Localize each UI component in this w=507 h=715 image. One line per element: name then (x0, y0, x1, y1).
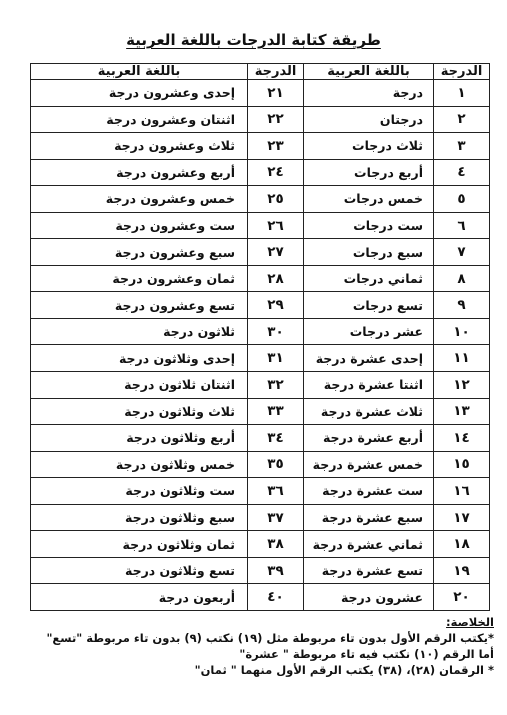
table-row (31, 531, 490, 558)
grade-words-cell: أربعون درجة (31, 584, 248, 611)
grade-words-cell: ست وعشرون درجة (31, 212, 248, 239)
grade-words-cell: عشرون درجة (304, 584, 434, 611)
table-row (31, 159, 490, 186)
summary-line: * الرقمان (٢٨)، (٣٨) يكتب الرقم الأول منهما " ثمان" (194, 663, 494, 677)
grade-words-cell: أربع وثلاثون درجة (31, 425, 248, 452)
grade-number-cell: ٣٠ (248, 318, 304, 345)
table-row (31, 557, 490, 584)
grade-words-cell: إحدى وثلاثون درجة (31, 345, 248, 372)
grade-words-cell: ست درجات (304, 212, 434, 239)
grade-words-cell: ثماني عشرة درجة (304, 531, 434, 558)
grade-words-cell: ثماني درجات (304, 265, 434, 292)
grade-number-cell: ٤٠ (248, 584, 304, 611)
grade-number-cell: ١٢ (434, 372, 490, 399)
grade-words-cell: ثمان وثلاثون درجة (31, 531, 248, 558)
grade-words-cell: أربع وعشرون درجة (31, 159, 248, 186)
grade-words-cell: تسع عشرة درجة (304, 557, 434, 584)
grade-words-cell: تسع وثلاثون درجة (31, 557, 248, 584)
grade-words-cell: اثنتان وعشرون درجة (31, 106, 248, 133)
grade-words-cell: خمس وعشرون درجة (31, 186, 248, 213)
grade-words-cell: سبع وثلاثون درجة (31, 504, 248, 531)
grade-words-cell: اثنتا عشرة درجة (304, 372, 434, 399)
grade-words-cell: إحدى عشرة درجة (304, 345, 434, 372)
grade-number-cell: ٣ (434, 133, 490, 160)
grade-number-cell: ٥ (434, 186, 490, 213)
grade-words-cell: إحدى وعشرون درجة (31, 80, 248, 107)
grade-number-cell: ١٧ (434, 504, 490, 531)
table-row (31, 186, 490, 213)
table-row (31, 133, 490, 160)
table-row (31, 239, 490, 266)
grade-number-cell: ١٦ (434, 478, 490, 505)
grade-number-cell: ٣٣ (248, 398, 304, 425)
grade-words-cell: أربع عشرة درجة (304, 425, 434, 452)
grade-number-cell: ٣٤ (248, 425, 304, 452)
grade-number-cell: ٣١ (248, 345, 304, 372)
grade-number-cell: ٢٥ (248, 186, 304, 213)
grade-number-cell: ٢٩ (248, 292, 304, 319)
table-row (31, 478, 490, 505)
grade-words-cell: سبع وعشرون درجة (31, 239, 248, 266)
table-row (31, 80, 490, 107)
grade-number-cell: ٢٣ (248, 133, 304, 160)
grade-number-cell: ٩ (434, 292, 490, 319)
grade-number-cell: ٣٥ (248, 451, 304, 478)
grade-number-cell: ١٣ (434, 398, 490, 425)
summary-line: *يكتب الرقم الأول بدون تاء مربوطة مثل (١٩) نكتب (٩) بدون تاء مربوطة "تسع" (46, 631, 494, 645)
grade-number-cell: ٣٦ (248, 478, 304, 505)
table-row (31, 212, 490, 239)
table-row (31, 398, 490, 425)
grade-number-cell: ٣٩ (248, 557, 304, 584)
summary-line: أما الرقم (١٠) نكتب فيه تاء مربوطة " عشرة" (239, 647, 494, 661)
summary-heading: الخلاصة: (446, 615, 494, 629)
grade-words-cell: ست وثلاثون درجة (31, 478, 248, 505)
grade-number-cell: ١٩ (434, 557, 490, 584)
grade-number-cell: ١١ (434, 345, 490, 372)
header-arabic-1: باللغة العربية (304, 64, 434, 80)
grade-words-cell: ثمان وعشرون درجة (31, 265, 248, 292)
grade-number-cell: ٢١ (248, 80, 304, 107)
grade-number-cell: ٢٠ (434, 584, 490, 611)
table-row (31, 345, 490, 372)
grade-number-cell: ٢٧ (248, 239, 304, 266)
grade-words-cell: خمس عشرة درجة (304, 451, 434, 478)
grade-words-cell: عشر درجات (304, 318, 434, 345)
grade-words-cell: ثلاث عشرة درجة (304, 398, 434, 425)
header-grade-2: الدرجة (248, 64, 304, 80)
grade-number-cell: ٦ (434, 212, 490, 239)
grade-number-cell: ٣٢ (248, 372, 304, 399)
grade-words-cell: سبع درجات (304, 239, 434, 266)
grade-number-cell: ٣٨ (248, 531, 304, 558)
grade-number-cell: ٧ (434, 239, 490, 266)
table-row (31, 504, 490, 531)
grade-words-cell: ثلاث درجات (304, 133, 434, 160)
grade-words-cell: ثلاثون درجة (31, 318, 248, 345)
grade-number-cell: ٣٧ (248, 504, 304, 531)
grade-number-cell: ١٤ (434, 425, 490, 452)
header-arabic-2: باللغة العربية (31, 64, 248, 80)
grade-number-cell: ٢٤ (248, 159, 304, 186)
grade-words-cell: ثلاث وعشرون درجة (31, 133, 248, 160)
grade-number-cell: ١٥ (434, 451, 490, 478)
table-row (31, 425, 490, 452)
summary (24, 614, 494, 678)
header-grade-1: الدرجة (434, 64, 490, 80)
table-header-row (31, 64, 490, 80)
grade-words-cell: ست عشرة درجة (304, 478, 434, 505)
page-title: طريقة كتابة الدرجات باللغة العربية (126, 31, 381, 49)
table-row (31, 265, 490, 292)
grade-number-cell: ٢٨ (248, 265, 304, 292)
grade-words-cell: أربع درجات (304, 159, 434, 186)
grade-number-cell: ٢ (434, 106, 490, 133)
table-row (31, 372, 490, 399)
table-row (31, 292, 490, 319)
grade-number-cell: ٢٢ (248, 106, 304, 133)
table-row (31, 584, 490, 611)
grade-number-cell: ١٠ (434, 318, 490, 345)
grade-words-cell: سبع عشرة درجة (304, 504, 434, 531)
grade-words-cell: درجتان (304, 106, 434, 133)
grades-table (30, 63, 490, 611)
grade-number-cell: ٤ (434, 159, 490, 186)
grade-number-cell: ٨ (434, 265, 490, 292)
grade-words-cell: خمس وثلاثون درجة (31, 451, 248, 478)
table-row (31, 318, 490, 345)
grade-words-cell: اثنتان ثلاثون درجة (31, 372, 248, 399)
grade-words-cell: تسع درجات (304, 292, 434, 319)
grade-words-cell: درجة (304, 80, 434, 107)
grade-number-cell: ١٨ (434, 531, 490, 558)
table-row (31, 106, 490, 133)
grade-words-cell: تسع وعشرون درجة (31, 292, 248, 319)
grade-words-cell: خمس درجات (304, 186, 434, 213)
grade-number-cell: ١ (434, 80, 490, 107)
grade-words-cell: ثلاث وثلاثون درجة (31, 398, 248, 425)
table-row (31, 451, 490, 478)
grade-number-cell: ٢٦ (248, 212, 304, 239)
